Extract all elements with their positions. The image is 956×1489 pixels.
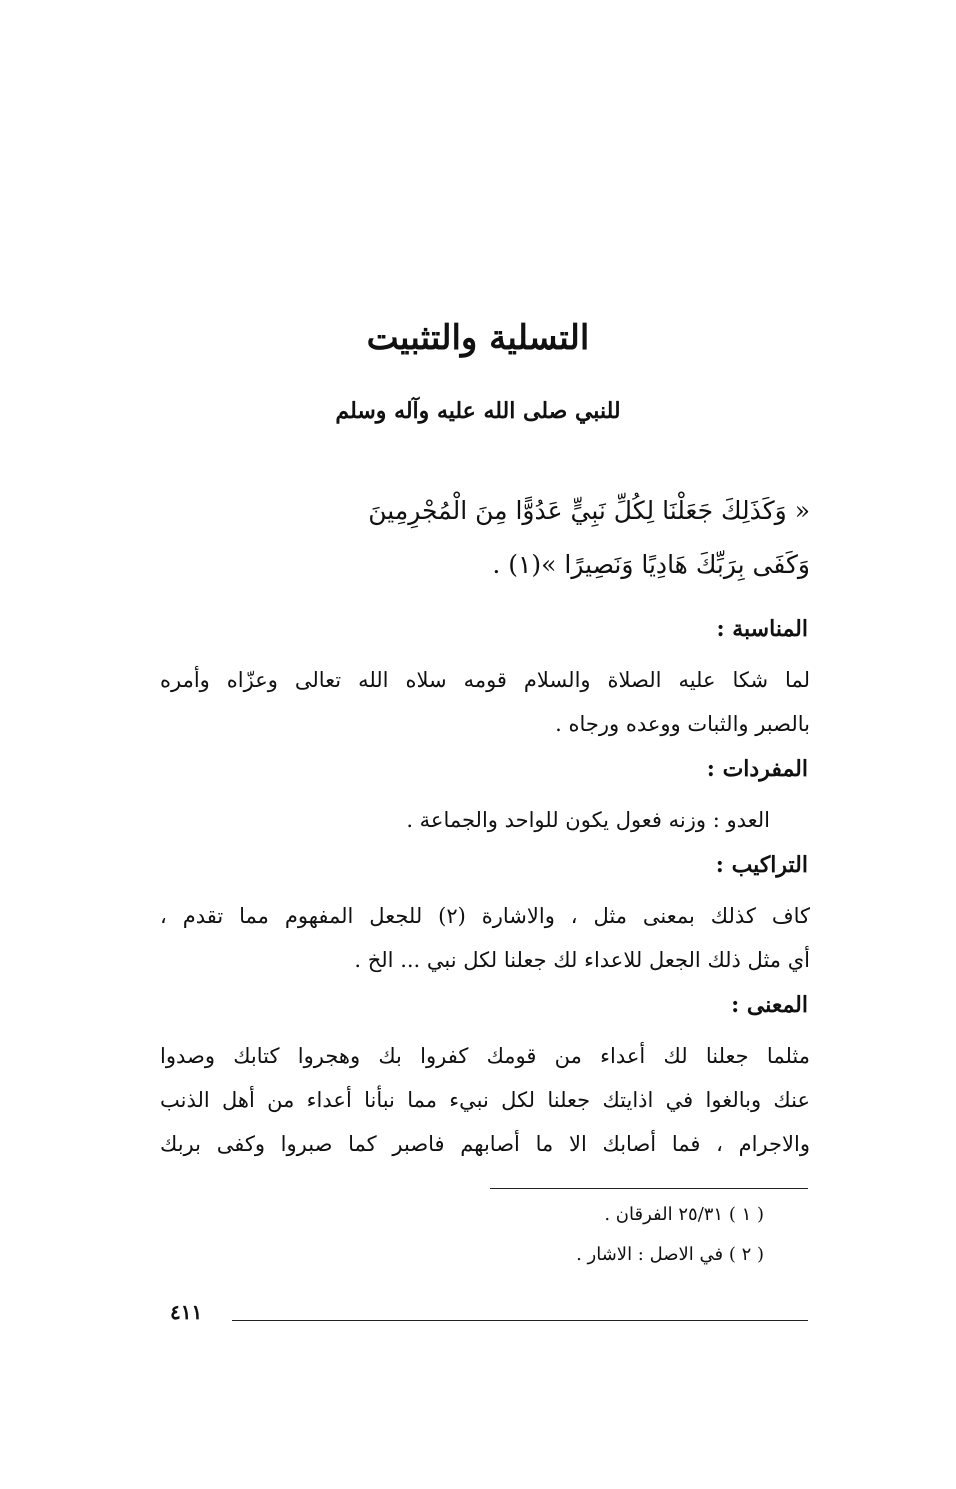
page-number: ٤١١ (170, 1300, 203, 1324)
paragraph-line: كاف كذلك بمعنى مثل ، والاشارة (٢) للجعل المفهوم مما تقدم ، (160, 904, 810, 928)
paragraph-line: عنك وبالغوا في اذايتك جعلنا لكل نبيء مما نبأنا أعداء من أهل الذنب (160, 1088, 810, 1112)
heading-maana: المعنى : (731, 992, 808, 1018)
footnote-divider (490, 1188, 808, 1189)
paragraph-tarakib (160, 894, 810, 982)
paragraph-line: والاجرام ، فما أصابك الا ما أصابهم فاصبر كما صبروا وكفى بربك (160, 1132, 810, 1156)
verse-line-2: وَكَفَى بِرَبِّكَ هَادِيًا وَنَصِيرًا »(١) . (492, 550, 810, 579)
paragraph-maana (160, 1034, 810, 1166)
quran-verse (150, 484, 810, 592)
heading-tarakib: التراكيب : (715, 852, 808, 878)
paragraph-munasaba (160, 658, 810, 746)
heading-munasaba: المناسبة : (716, 616, 808, 642)
paragraph-line: لما شكا عليه الصلاة والسلام قومه سلاه الله تعالى وعزّاه وأمره (160, 668, 810, 692)
paragraph-line: مثلما جعلنا لك أعداء من قومك كفروا بك وهجروا كتابك وصدوا (160, 1044, 810, 1068)
footnote-1: ( ١ ) ٢٥/٣١ الفرقان . (604, 1204, 764, 1225)
footnote-2: ( ٢ ) في الاصل : الاشار . (576, 1244, 764, 1265)
paragraph-line: أي مثل ذلك الجعل للاعداء لك جعلنا لكل نبي ... الخ . (354, 948, 810, 972)
page-title: التسلية والتثبيت (366, 318, 590, 358)
paragraph-mufradat (120, 798, 770, 842)
heading-mufradat: المفردات : (706, 756, 808, 782)
page-subtitle: للنبي صلى الله عليه وآله وسلم (335, 398, 621, 424)
paragraph-line: بالصبر والثبات ووعده ورجاه . (555, 712, 810, 736)
verse-line-1: « وَكَذَلِكَ جَعَلْنَا لِكُلِّ نَبِيٍّ عَدُوًّا مِنَ الْمُجْرِمِينَ (368, 496, 810, 525)
paragraph-line: العدو : وزنه فعول يكون للواحد والجماعة . (406, 808, 770, 832)
page-bottom-rule (232, 1320, 808, 1321)
